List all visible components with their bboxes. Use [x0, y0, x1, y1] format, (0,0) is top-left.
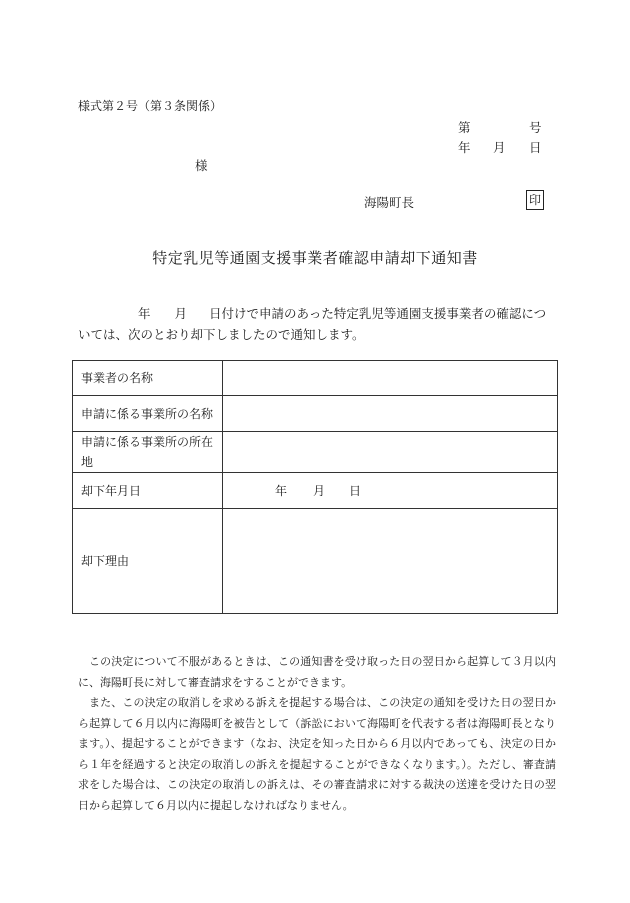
issuer-name: 海陽町長	[364, 195, 415, 210]
intro-month: 月	[174, 306, 188, 321]
rejection-date-day: 日	[349, 484, 362, 498]
issue-date-day: 日	[529, 140, 542, 155]
table-row	[73, 473, 558, 509]
table-row	[73, 432, 558, 473]
issue-date-year: 年	[458, 140, 471, 155]
intro-paragraph	[78, 303, 558, 345]
table-value	[223, 509, 558, 614]
table-value	[223, 361, 558, 396]
table-value	[223, 432, 558, 473]
table-label: 却下理由	[73, 509, 223, 614]
table-label: 申請に係る事業所の所在地	[73, 432, 223, 473]
intro-year: 年	[138, 306, 151, 321]
table-label: 却下年月日	[73, 473, 223, 509]
form-number: 様式第２号（第３条関係）	[78, 99, 223, 113]
issue-date-month: 月	[493, 140, 506, 155]
table-value	[223, 396, 558, 432]
addressee-honorific: 様	[195, 158, 208, 173]
table-label: 申請に係る事業所の名称	[73, 396, 223, 432]
rejection-date-cell	[223, 473, 558, 509]
table-row	[73, 361, 558, 396]
intro-text: 日付けで申請のあった特定乳児等通園支援事業者の確認については、次のとおり却下しましたので通知します。	[78, 306, 547, 342]
table-row	[73, 396, 558, 432]
note-paragraph: また、この決定の取消しを求める訴えを提起する場合は、この決定の通知を受けた日の翌日から起算して６月以内に海陽町を被告として（訴訟において海陽町を代表する者は海陽町長となります。）、提起することができます（なお、決定を知った日から６月以内であっても、決定の日から１年を経過すると決定の取消しの訴えを提起することができなくなります。）。ただし、審査請求をした場合は、この決定の取消しの訴えは、その審査請求に対する裁決の送達を受けた日の翌日から起算して６月以内に提起しなければなりません。	[78, 696, 556, 812]
info-table	[72, 360, 558, 614]
seal-mark: 印	[526, 190, 544, 210]
table-label: 事業者の名称	[73, 361, 223, 396]
document-title: 特定乳児等通園支援事業者確認申請却下通知書	[152, 249, 478, 267]
document-number-suffix: 号	[529, 120, 542, 135]
document-number-prefix: 第	[458, 120, 471, 135]
notes-section	[78, 652, 556, 816]
note-paragraph: この決定について不服があるときは、この通知書を受け取った日の翌日から起算して３月以内に、海陽町長に対して審査請求をすることができます。	[78, 655, 556, 689]
rejection-date-month: 月	[313, 484, 326, 498]
rejection-date-year: 年	[275, 484, 288, 498]
table-row	[73, 509, 558, 614]
